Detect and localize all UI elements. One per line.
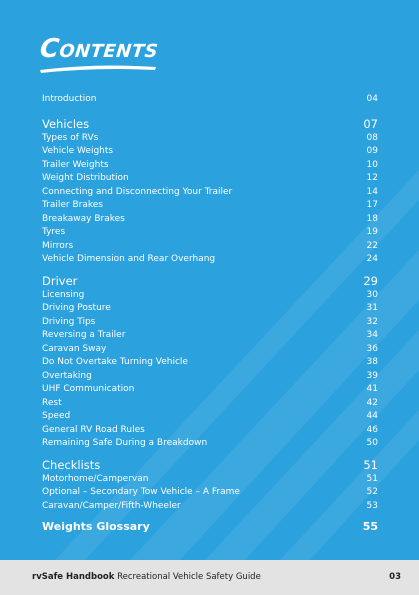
toc-entry[interactable]: [42, 172, 378, 186]
toc-entry-label: Vehicle Weights: [42, 146, 114, 156]
toc-entry-page: 12: [366, 173, 378, 183]
toc-entry-page: 19: [366, 227, 378, 237]
toc-entry[interactable]: [42, 186, 378, 200]
toc-entry-label: Speed: [42, 411, 71, 421]
toc-entry[interactable]: [42, 383, 378, 397]
toc-entry-label: Breakaway Brakes: [42, 213, 125, 224]
toc-section-heading: Checklists: [42, 457, 101, 472]
toc-entry[interactable]: [42, 410, 378, 424]
toc-entry-page: 46: [366, 424, 378, 435]
toc-entry-label: Licensing: [42, 289, 85, 300]
toc-section-page: 07: [363, 116, 378, 131]
toc-entry-page: 22: [366, 240, 378, 251]
toc-entry-page: 10: [366, 159, 378, 170]
toc-entry-page: 14: [366, 186, 378, 197]
toc-entry-label: Rest: [42, 397, 62, 408]
toc-entry-page: 18: [366, 213, 378, 224]
toc-entry[interactable]: [42, 370, 378, 384]
toc-entry-label: Trailer Brakes: [42, 200, 103, 210]
toc-entry[interactable]: [42, 213, 378, 227]
toc-entry[interactable]: [42, 145, 378, 159]
toc-entry[interactable]: [42, 289, 378, 303]
toc-entry[interactable]: [42, 253, 378, 267]
toc-section-page: 51: [363, 457, 378, 472]
toc-entry-label: Types of RVs: [42, 132, 99, 143]
toc-entry-page: 31: [366, 303, 378, 313]
toc-entry-label: Mirrors: [42, 240, 74, 251]
footer-title: [32, 572, 261, 582]
toc-entry-label: Driving Posture: [42, 303, 111, 313]
toc-entry[interactable]: [42, 356, 378, 370]
toc-entry[interactable]: [42, 473, 378, 487]
toc-entry-page: 50: [366, 438, 378, 448]
toc-entry-label: Caravan/Camper/Fifth-Wheeler: [42, 500, 181, 511]
toc-entry[interactable]: [42, 397, 378, 411]
toc-entry[interactable]: [42, 226, 378, 240]
toc-entry[interactable]: [42, 199, 378, 213]
toc-entry[interactable]: [42, 240, 378, 254]
toc-section-vehicles[interactable]: [42, 116, 378, 132]
toc-entry[interactable]: [42, 486, 378, 500]
toc-entry-page: 24: [366, 254, 378, 264]
toc-section-heading: Driver: [42, 273, 78, 288]
driver-entries: [42, 289, 378, 451]
toc-entry-page: 41: [366, 384, 378, 394]
toc-entry-weights-glossary[interactable]: [42, 519, 378, 535]
toc-entry[interactable]: [42, 302, 378, 316]
toc-entry-page: 30: [366, 289, 378, 300]
toc-entry-page: 36: [366, 343, 378, 354]
toc-entry[interactable]: [42, 500, 378, 514]
toc-entry[interactable]: [42, 437, 378, 451]
toc-entry[interactable]: [42, 424, 378, 438]
toc-entry-page: 04: [366, 94, 378, 104]
vehicles-entries: [42, 132, 378, 267]
footer-subtitle: Recreational Vehicle Safety Guide: [117, 572, 261, 582]
toc-entry-label: Weights Glossary: [42, 520, 150, 533]
table-of-contents: [42, 93, 378, 535]
toc-entry-label: Tyres: [42, 227, 66, 237]
toc-entry-label: Vehicle Dimension and Rear Overhang: [42, 254, 216, 264]
toc-entry[interactable]: [42, 329, 378, 343]
toc-entry-label: Overtaking: [42, 370, 92, 381]
toc-entry[interactable]: [42, 132, 378, 146]
toc-entry-page: 51: [366, 473, 378, 484]
page-title: Contents: [38, 34, 160, 64]
toc-section-heading: Vehicles: [42, 116, 90, 131]
toc-entry-page: 08: [366, 132, 378, 143]
footer-brand: rvSafe Handbook: [32, 572, 115, 582]
toc-entry-page: 55: [362, 520, 378, 533]
toc-entry-label: Introduction: [42, 94, 97, 104]
toc-entry-page: 44: [366, 411, 378, 421]
toc-entry-label: Optional – Secondary Tow Vehicle – A Frame: [42, 487, 240, 497]
toc-entry-page: 52: [366, 487, 378, 497]
toc-entry-label: Weight Distribution: [42, 173, 129, 183]
toc-entry-page: 34: [366, 330, 378, 340]
toc-entry-label: Driving Tips: [42, 316, 96, 327]
toc-entry-label: UHF Communication: [42, 384, 135, 394]
toc-entry-label: Caravan Sway: [42, 343, 107, 354]
toc-entry-label: Motorhome/Campervan: [42, 473, 149, 484]
toc-entry-introduction[interactable]: [42, 93, 378, 107]
toc-entry-page: 38: [366, 357, 378, 367]
toc-entry-page: 53: [366, 500, 378, 511]
toc-section-checklists[interactable]: [42, 457, 378, 473]
toc-entry-label: Remaining Safe During a Breakdown: [42, 438, 208, 448]
toc-entry[interactable]: [42, 159, 378, 173]
toc-entry-label: Reversing a Trailer: [42, 330, 126, 340]
toc-entry-page: 09: [366, 146, 378, 156]
toc-entry-page: 32: [366, 316, 378, 327]
footer-page-number: 03: [389, 572, 401, 582]
page-footer: [0, 560, 419, 595]
title-underline-swoosh: [38, 62, 158, 74]
toc-entry-page: 39: [366, 370, 378, 381]
title-block: [40, 34, 158, 64]
checklists-entries: [42, 473, 378, 514]
toc-entry-label: General RV Road Rules: [42, 424, 145, 435]
toc-section-page: 29: [363, 273, 378, 288]
toc-entry[interactable]: [42, 316, 378, 330]
toc-entry-page: 17: [366, 200, 378, 210]
toc-entry[interactable]: [42, 343, 378, 357]
toc-section-driver[interactable]: [42, 273, 378, 289]
toc-entry-page: 42: [366, 397, 378, 408]
toc-entry-label: Do Not Overtake Turning Vehicle: [42, 357, 188, 367]
toc-entry-label: Connecting and Disconnecting Your Trailer: [42, 186, 233, 197]
toc-entry-label: Trailer Weights: [42, 159, 109, 170]
